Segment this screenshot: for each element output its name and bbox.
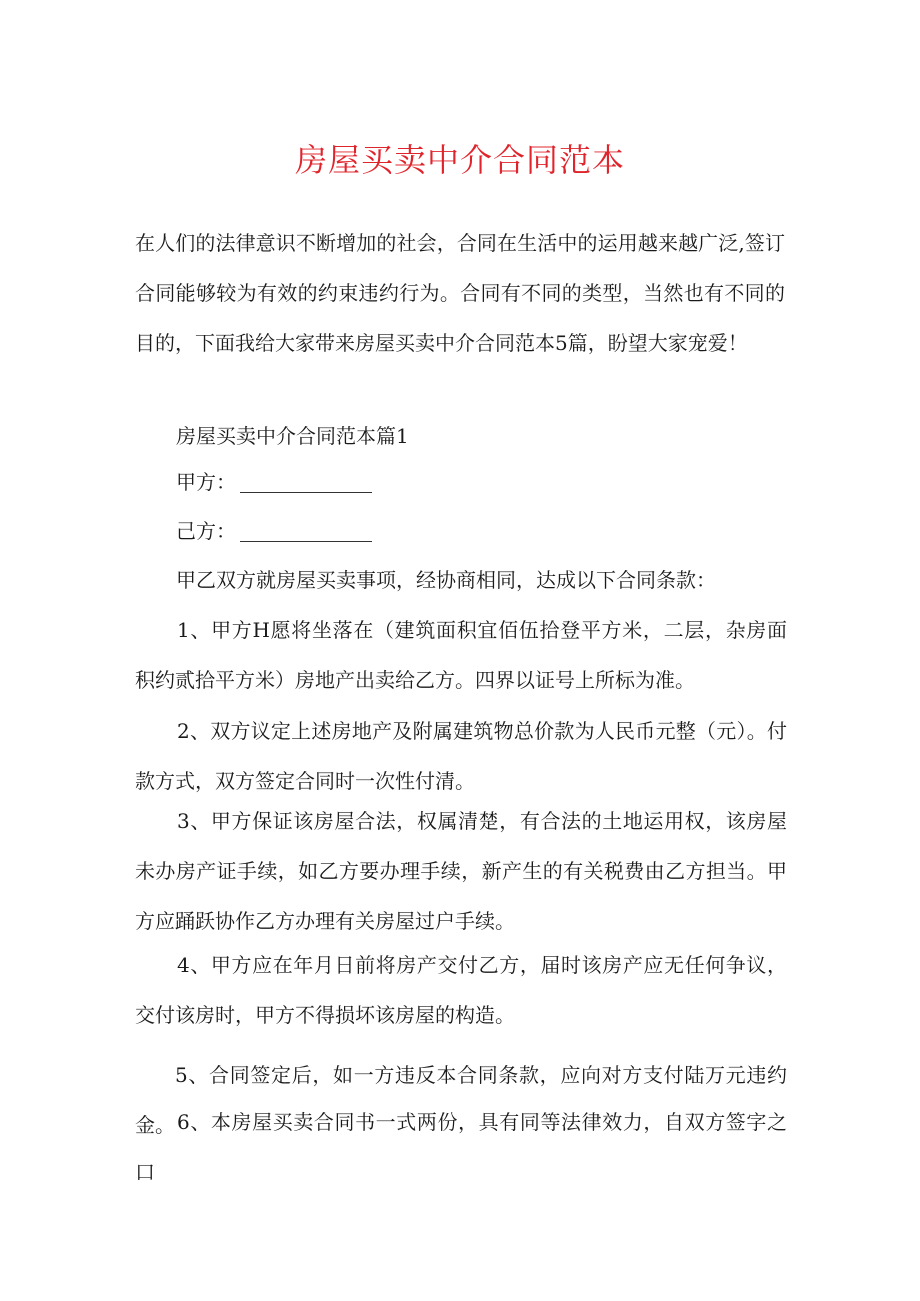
agreement-intro: 甲乙双方就房屋买卖事项，经协商相同，达成以下合同条款：	[176, 568, 716, 592]
party-a-label: 甲方：	[176, 470, 236, 494]
party-a-line	[176, 467, 372, 497]
party-b-blank	[240, 540, 372, 542]
document-title: 房屋买卖中介合同范本	[294, 141, 625, 179]
party-a-blank	[240, 491, 372, 493]
clause-2: 2、双方议定上述房地产及附属建筑物总价款为人民币元整（元）。付款方式，双方签定合同时一次性付清。	[135, 719, 787, 793]
party-b-label: 己方：	[176, 519, 236, 543]
intro-paragraph: 在人们的法律意识不断增加的社会，合同在生活中的运用越来越广泛,签订合同能够较为有效的约束违约行为。合同有不同的类型，当然也有不同的目的，下面我给大家带来房屋买卖中介合同范本5篇，盼望大家宠爱！	[135, 231, 785, 355]
clause-6: 6、本房屋买卖合同书一式两份，具有同等法律效力，自双方签字之口	[135, 1110, 787, 1184]
party-b-line	[176, 516, 372, 546]
clause-5: 5、合同签定后，如一方违反本合同条款，应向对方支付陆万元违约金。	[135, 1063, 787, 1137]
clause-3: 3、甲方保证该房屋合法，权属清楚，有合法的土地运用权，该房屋未办房产证手续，如乙方要办理手续，新产生的有关税费由乙方担当。甲方应踊跃协作乙方办理有关房屋过户手续。	[135, 809, 787, 933]
section-heading: 房屋买卖中介合同范本篇1	[176, 424, 409, 448]
clause-4: 4、甲方应在年月日前将房产交付乙方，届时该房产应无任何争议，交付该房时，甲方不得损坏该房屋的构造。	[135, 953, 787, 1027]
clause-1: 1、甲方H愿将坐落在（建筑面积宜佰伍拾登平方米，二层，杂房面积约贰拾平方米）房地产出卖给乙方。四界以证号上所标为准。	[135, 618, 787, 692]
